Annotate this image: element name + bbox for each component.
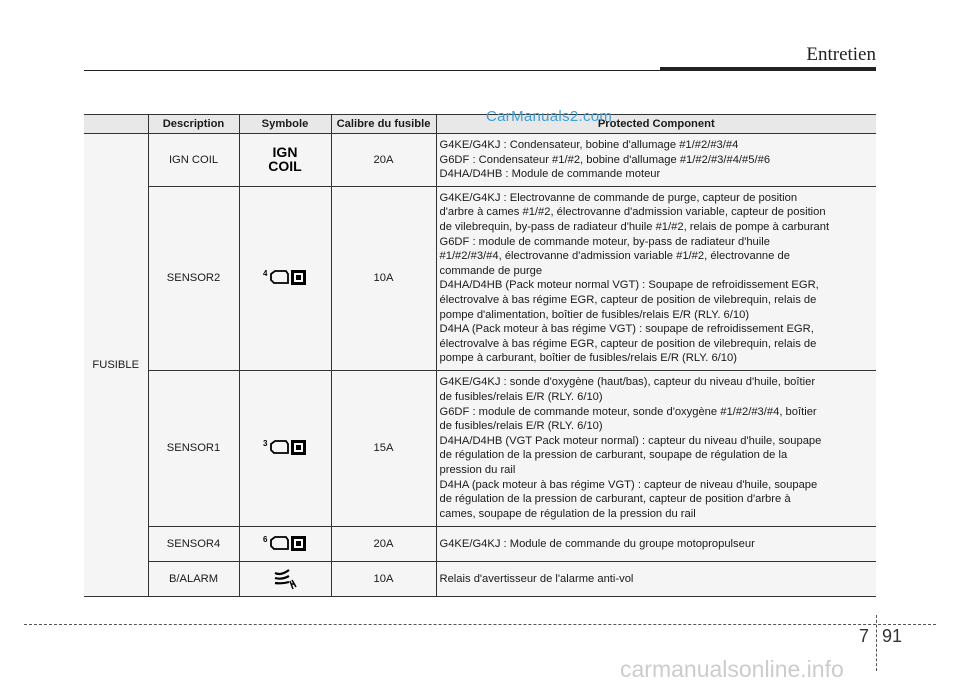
table-row xyxy=(84,561,876,596)
component-line: #1/#2/#3/#4, électrovanne d'admission variable #1/#2, électrovanne de xyxy=(439,250,790,263)
column-header-protected-component: Protected Component xyxy=(436,115,876,134)
fuse-table xyxy=(84,114,876,597)
column-header-description: Description xyxy=(148,115,239,134)
component-line: G6DF : module de commande moteur, sonde d'oxygène #1/#2/#3/#4, boîtier xyxy=(439,405,817,418)
ign-coil-symbol xyxy=(239,134,331,187)
engine-sensor-icon xyxy=(239,526,331,561)
component-line: G6DF : module de commande moteur, by-pass de radiateur d'huile xyxy=(439,235,770,248)
component-line: G6DF : Condensateur #1/#2, bobine d'allumage #1/#2/#3/#4/#5/#6 xyxy=(439,153,771,166)
component-line: de régulation de la pression de carburant, capteur de position d'arbre à xyxy=(439,493,791,506)
sensor-number: 6 xyxy=(263,534,268,544)
component-line: Relais d'avertisseur de l'alarme anti-vol xyxy=(439,572,634,585)
ign-coil-symbol-line-1: IGN xyxy=(272,143,298,160)
fuse-description: SENSOR4 xyxy=(148,526,239,561)
chapter-number: 7 xyxy=(859,626,870,646)
component-line: D4HA/D4HB (Pack moteur normal VGT) : Soupape de refroidissement EGR, xyxy=(439,279,819,292)
component-line: D4HA (pack moteur à bas régime VGT) : capteur de niveau d'huile, soupape xyxy=(439,478,818,491)
component-line: D4HA/D4HB : Module de commande moteur xyxy=(439,168,661,181)
section-title: Entretien xyxy=(806,44,876,65)
fuse-description: IGN COIL xyxy=(148,134,239,187)
component-line: de fusibles/relais E/R (RLY. 6/10) xyxy=(439,391,603,404)
protected-component-cell xyxy=(436,526,876,561)
sensor-number: 4 xyxy=(263,269,268,279)
component-line: pompe d'alimentation, boîtier de fusibles/relais E/R (RLY. 6/10) xyxy=(439,308,750,321)
header-rule-thin xyxy=(84,70,664,71)
fuse-rating: 20A xyxy=(331,134,436,187)
component-line: commande de purge xyxy=(439,264,543,277)
component-line: D4HA/D4HB (VGT Pack moteur normal) : capteur du niveau d'huile, soupape xyxy=(439,434,822,447)
fuse-description: B/ALARM xyxy=(148,561,239,596)
group-label-fusible: FUSIBLE xyxy=(84,134,148,597)
column-header-blank xyxy=(84,115,148,134)
protected-component-cell xyxy=(436,370,876,526)
engine-sensor-icon xyxy=(239,370,331,526)
ign-coil-symbol-line-2: COIL xyxy=(268,157,302,174)
protected-component-cell xyxy=(436,186,876,370)
table-header-row xyxy=(84,115,876,134)
protected-component-cell xyxy=(436,134,876,187)
component-line: G4KE/G4KJ : Module de commande du groupe motopropulseur xyxy=(439,537,755,550)
component-line: D4HA (Pack moteur à bas régime VGT) : soupape de refroidissement EGR, xyxy=(439,323,814,336)
column-header-rating: Calibre du fusible xyxy=(331,115,436,134)
table-row xyxy=(84,526,876,561)
component-line: électrovalve à bas régime EGR, capteur de position de vilebrequin, relais de xyxy=(439,337,817,350)
engine-sensor-icon xyxy=(239,186,331,370)
table-row xyxy=(84,186,876,370)
watermark-top: CarManuals2.com xyxy=(486,108,613,125)
column-header-symbol: Symbole xyxy=(239,115,331,134)
protected-component-cell xyxy=(436,561,876,596)
component-line: cames, soupape de régulation de la pression du rail xyxy=(439,507,696,520)
component-line: d'arbre à cames #1/#2, électrovanne d'admission variable, capteur de position xyxy=(439,206,826,219)
component-line: pompe à carburant, boîtier de fusibles/relais E/R (RLY. 6/10) xyxy=(439,352,737,365)
table-row xyxy=(84,134,876,187)
component-line: de régulation de la pression de carburant, soupape de régulation de la xyxy=(439,449,788,462)
footer-dashed-rule xyxy=(24,624,936,625)
component-line: électrovalve à bas régime EGR, capteur de position de vilebrequin, relais de xyxy=(439,293,817,306)
fuse-rating: 10A xyxy=(331,186,436,370)
component-line: G4KE/G4KJ : Condensateur, bobine d'allumage #1/#2/#3/#4 xyxy=(439,139,739,151)
page-number: 91 xyxy=(882,626,903,646)
fuse-rating: 20A xyxy=(331,526,436,561)
component-line: G4KE/G4KJ : Electrovanne de commande de purge, capteur de position xyxy=(439,191,798,204)
burglar-alarm-horn-icon xyxy=(239,561,331,596)
fuse-rating: 15A xyxy=(331,370,436,526)
header-rule-thick xyxy=(660,67,876,71)
footer-vertical-divider xyxy=(876,615,877,671)
component-line: G4KE/G4KJ : sonde d'oxygène (haut/bas), capteur du niveau d'huile, boîtier xyxy=(439,376,816,389)
component-line: de fusibles/relais E/R (RLY. 6/10) xyxy=(439,420,603,433)
component-line: pression du rail xyxy=(439,464,516,476)
fuse-rating: 10A xyxy=(331,561,436,596)
component-line: de vilebrequin, by-pass de radiateur d'huile #1/#2, relais de pompe à carburant xyxy=(439,220,830,233)
sensor-number: 3 xyxy=(263,439,268,449)
fuse-description: SENSOR2 xyxy=(148,186,239,370)
table-row xyxy=(84,370,876,526)
watermark-bottom: carmanualsonline.info xyxy=(620,656,844,682)
fuse-description: SENSOR1 xyxy=(148,370,239,526)
